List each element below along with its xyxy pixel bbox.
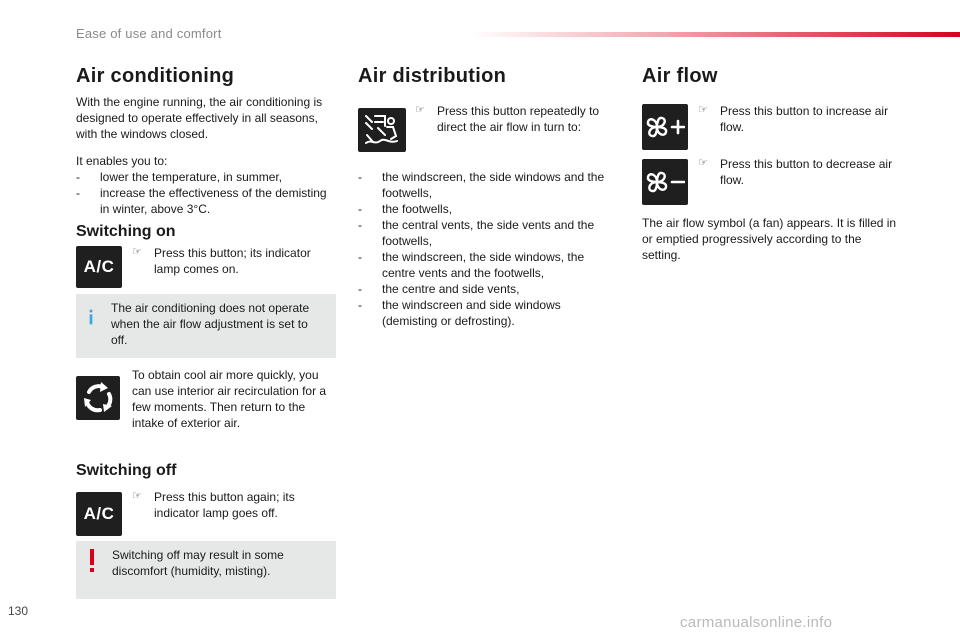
list-item: - increase the effectiveness of the demisting in winter, above 3°C. (76, 186, 327, 216)
list-item: - the windscreen and side windows (demisting or defrosting). (358, 298, 561, 328)
info-note-text: The air conditioning does not operate when the air flow adjustment is set to off. (111, 301, 310, 347)
pointer-icon: ☞ (698, 104, 708, 116)
air-distribution-title: Air distribution (358, 65, 507, 87)
page-number: 130 (8, 604, 29, 618)
decrease-air-flow-button[interactable] (642, 159, 688, 205)
header-rule (470, 32, 960, 37)
list-item: - the central vents, the side vents and the footwells, (358, 218, 595, 248)
enables-list (76, 169, 338, 217)
switching-on-title: Switching on (76, 223, 176, 240)
list-item: - the centre and side vents, (358, 282, 520, 296)
pointer-icon: ☞ (415, 104, 425, 116)
list-item: - the footwells, (358, 202, 453, 216)
list-item: - lower the temperature, in summer, (76, 170, 283, 184)
ac-on-button[interactable] (76, 246, 122, 288)
info-icon (89, 306, 93, 328)
fan-minus-icon (645, 168, 685, 196)
list-item: - the windscreen, the side windows and the footwells, (358, 170, 605, 200)
switching-off-instruction: ☞ Press this button again; its indicator lamp goes off. (132, 490, 295, 520)
pointer-icon: ☞ (132, 490, 142, 502)
pointer-icon: ☞ (132, 246, 142, 258)
air-conditioning-title: Air conditioning (76, 65, 235, 87)
recirculation-text: To obtain cool air more quickly, you can use interior air recirculation for a few moments. Then return to the intake of exterior air. (132, 368, 327, 430)
air-distribution-list (358, 169, 616, 329)
info-note (76, 294, 336, 358)
air-flow-description: The air flow symbol (a fan) appears. It is filled in or emptied progressively according to the setting. (642, 216, 897, 262)
air-distribution-instruction: ☞ Press this button repeatedly to direct the air flow in turn to: (415, 104, 600, 134)
enables-heading: It enables you to: (76, 154, 168, 168)
warning-icon (89, 549, 95, 573)
increase-air-flow-instruction: ☞ Press this button to increase air flow. (698, 104, 889, 134)
ac-button-label: A/C (83, 257, 115, 276)
increase-air-flow-button[interactable] (642, 104, 688, 150)
pointer-icon: ☞ (698, 157, 708, 169)
enables-block (76, 153, 338, 217)
decrease-air-flow-instruction: ☞ Press this button to decrease air flow. (698, 157, 893, 187)
warning-note (76, 541, 336, 599)
section-title: Ease of use and comfort (76, 26, 222, 41)
air-distribution-button[interactable] (358, 108, 406, 152)
list-item: - the windscreen, the side windows, the centre vents and the footwells, (358, 250, 585, 280)
warning-note-text: Switching off may result in some discomfort (humidity, misting). (112, 548, 284, 578)
switching-on-instruction: ☞ Press this button; its indicator lamp comes on. (132, 246, 311, 276)
air-conditioning-intro: With the engine running, the air conditioning is designed to operate effectively in all seasons, with the windows closed. (76, 95, 323, 141)
recirculation-icon (81, 381, 115, 415)
recirculation-button[interactable] (76, 376, 120, 420)
fan-plus-icon (645, 113, 685, 141)
air-distribution-icon (363, 114, 401, 146)
watermark: carmanualsonline.info (680, 614, 833, 631)
air-flow-title: Air flow (642, 65, 718, 87)
switching-off-title: Switching off (76, 462, 177, 479)
ac-button-label: A/C (83, 504, 115, 523)
ac-off-button[interactable] (76, 492, 122, 536)
